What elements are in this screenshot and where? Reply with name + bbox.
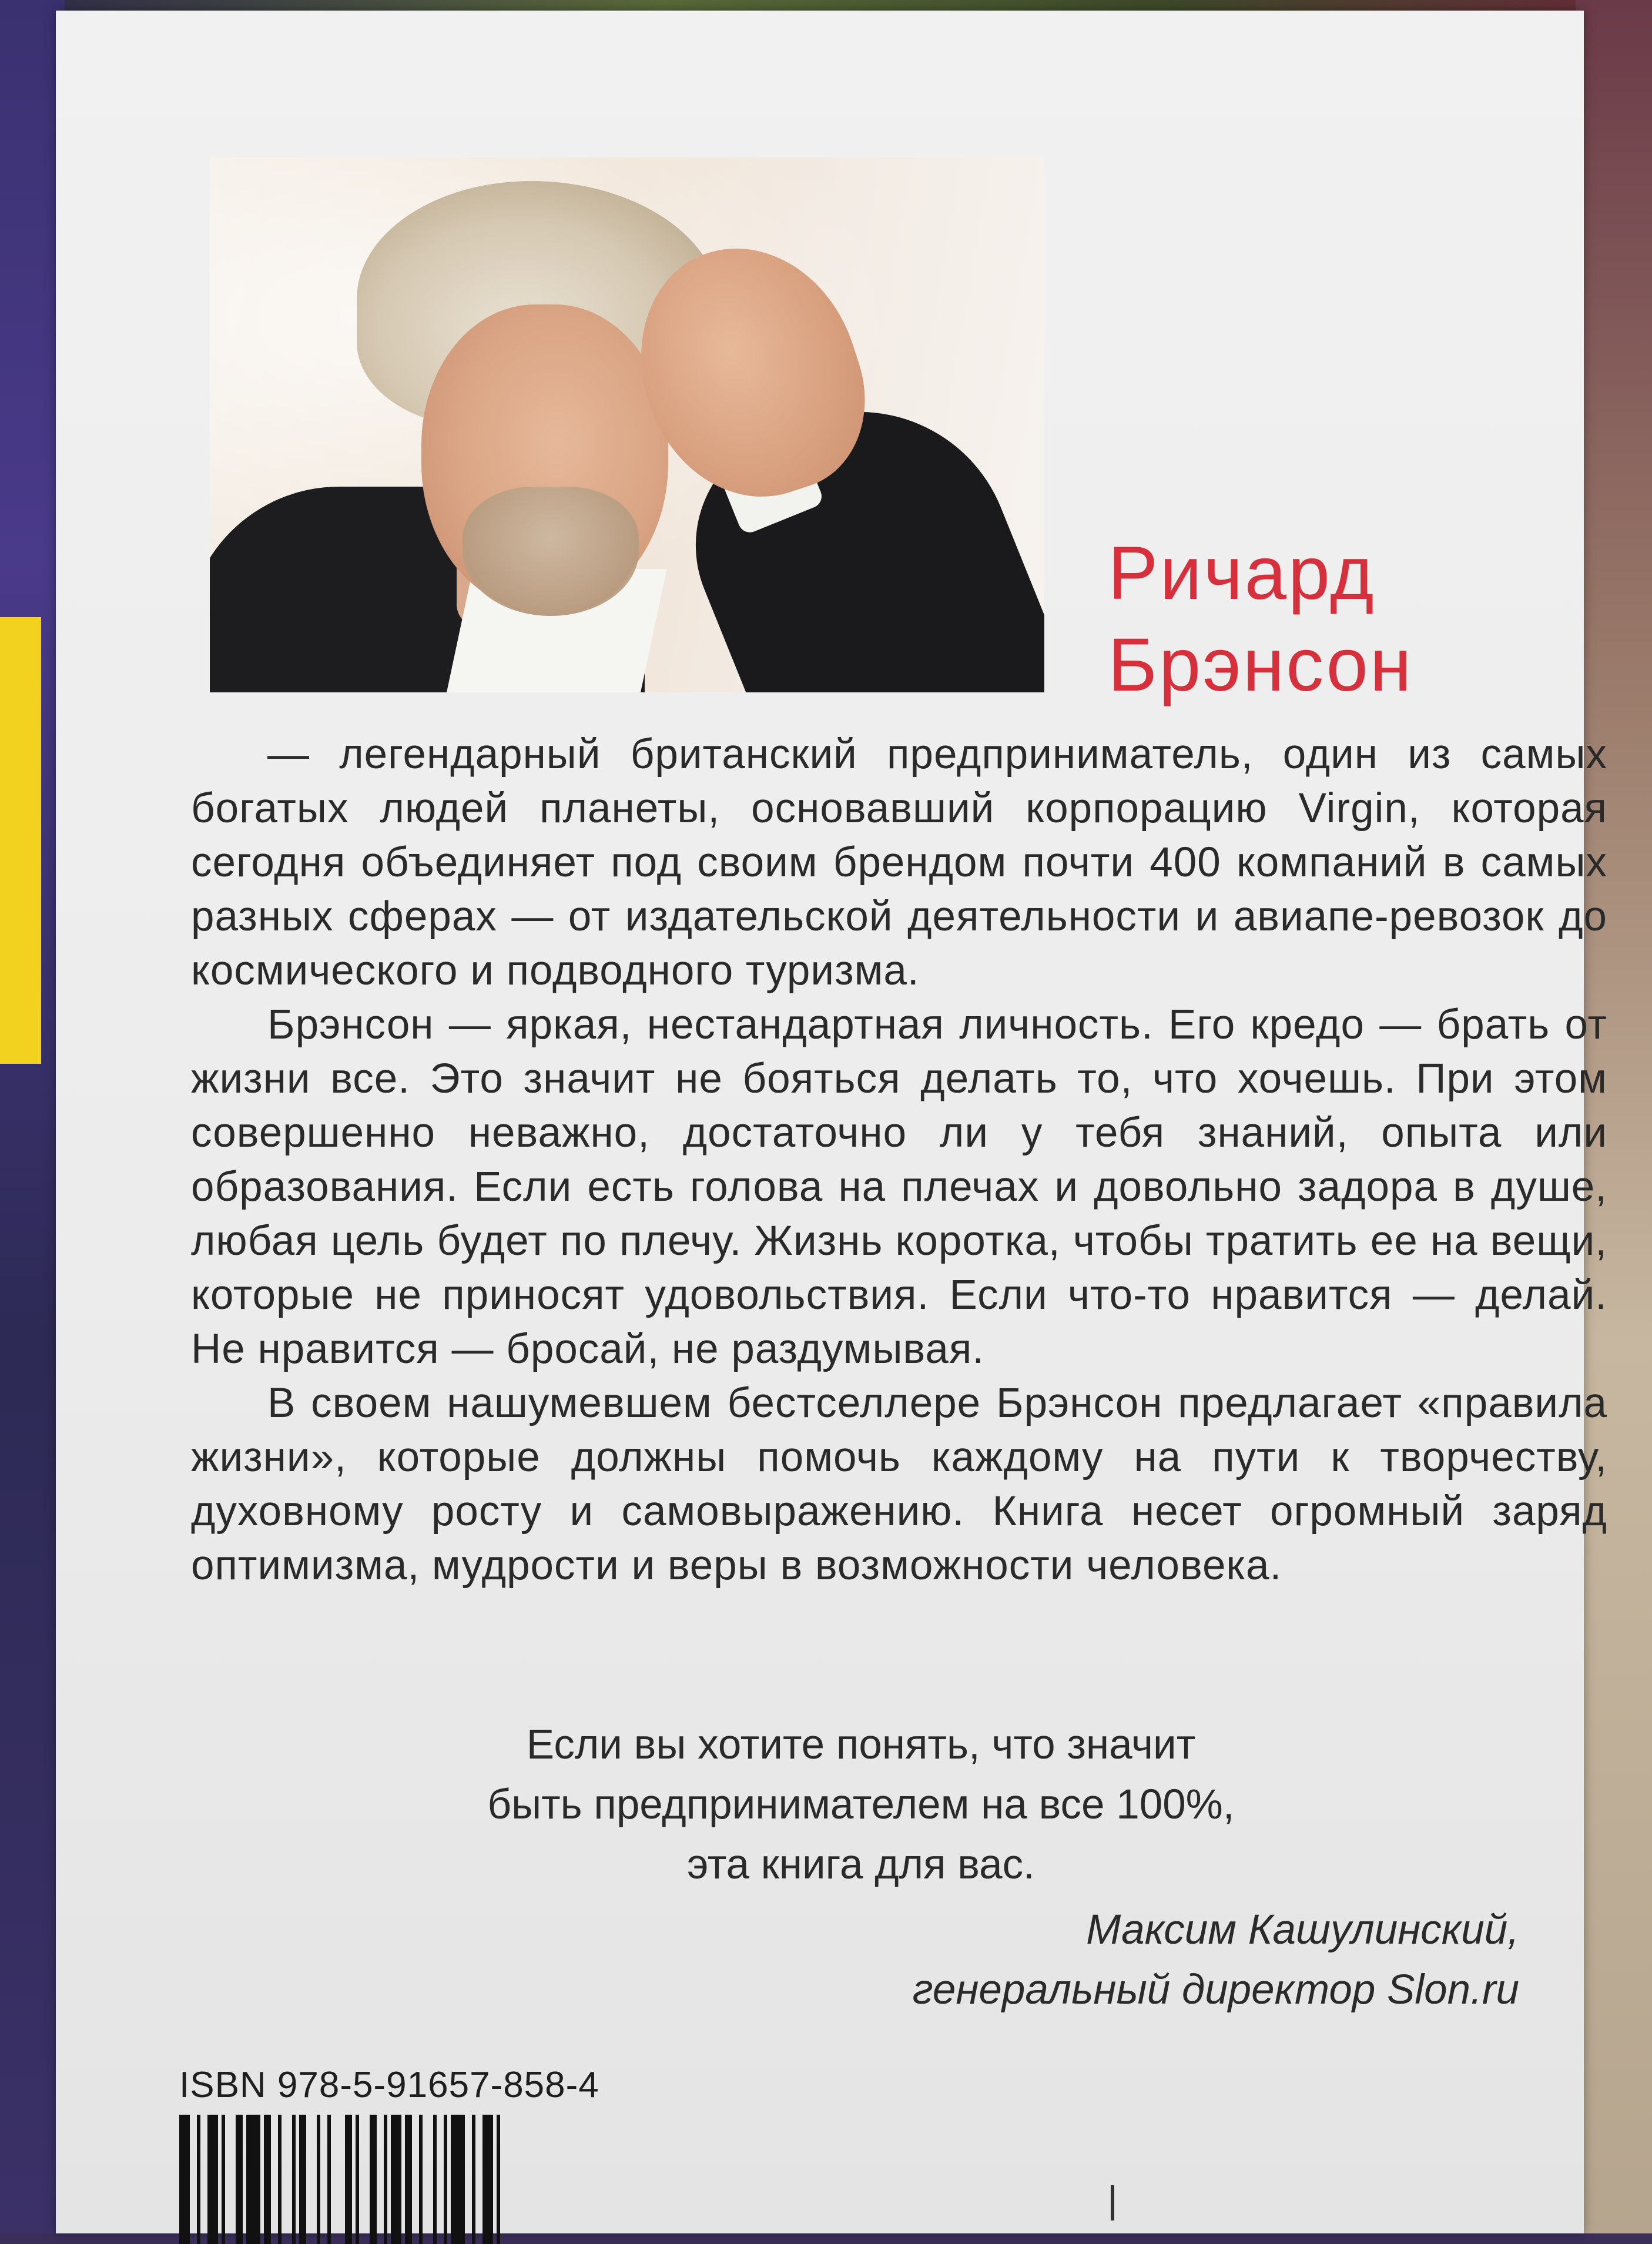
author-first-name: Ричард xyxy=(1108,531,1376,615)
author-name xyxy=(1108,528,1413,711)
fold-mark xyxy=(1111,2185,1114,2220)
quote-author-title: генеральный директор Slon.ru xyxy=(912,1967,1519,2013)
quote-line: быть предпринимателем на все 100%, xyxy=(487,1781,1235,1828)
quote-author-name: Максим Кашулинский, xyxy=(1086,1907,1519,1953)
author-last-name: Брэнсон xyxy=(1108,623,1413,707)
description-paragraph-3: В своем нашумевшем бестселлере Брэнсон предлагает «правила жизни», которые должны помочь каждому на пути к творчеству, духовному росту и самовыражению. Книга несет огромный заряд оптимизма, мудрости и веры в возможности человека. xyxy=(191,1380,1607,1589)
book-description xyxy=(191,728,1607,1593)
book-back-cover xyxy=(56,11,1607,2233)
description-paragraph-2: Брэнсон — яркая, нестандартная личность. Его кредо — брать от жизни все. Это значит не бояться делать то, что хочешь. При этом совершенно неважно, достаточно ли у тебя знаний, опыта или образования. Если есть голова на плечах и довольно задора в душе, любая цель будет по плечу. Жизнь коротка, чтобы тратить ее на вещи, которые не приносят удовольствия. Если что-то нравится — делай. Не нравится — бросай, не раздумывая. xyxy=(191,1002,1607,1372)
quote-line: Если вы хотите понять, что значит xyxy=(526,1721,1196,1768)
quote-attribution xyxy=(913,1900,1519,2020)
background-book-left xyxy=(0,0,65,2233)
author-portrait-photo xyxy=(210,158,1044,692)
background-book-yellow xyxy=(0,617,41,1064)
barcode-icon xyxy=(179,2115,649,2244)
isbn-number: ISBN 978-5-91657-858-4 xyxy=(179,2065,599,2105)
beard xyxy=(463,487,639,616)
description-paragraph-1: — легендарный британский предприниматель, один из самых богатых людей планеты, основавший корпорацию Virgin, которая сегодня объединяет под своим брендом почти 400 компаний в самых разных сферах — от издательской деятельности и авиапе-ревозок до космического и подводного туризма. xyxy=(191,731,1607,994)
testimonial-quote xyxy=(420,1715,1302,1895)
quote-line: эта книга для вас. xyxy=(687,1841,1035,1888)
